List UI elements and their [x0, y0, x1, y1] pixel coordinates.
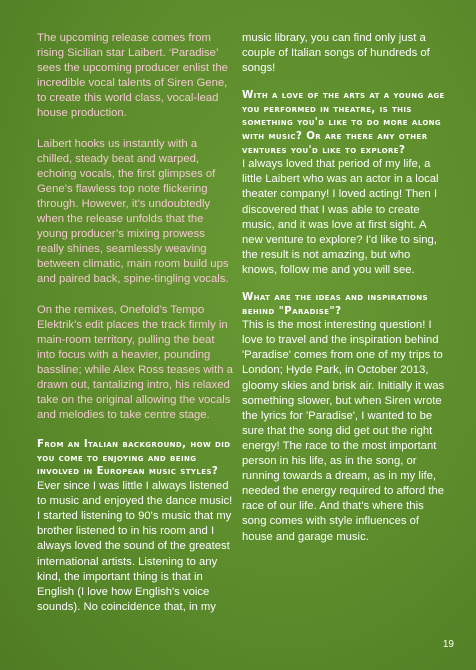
- interview-answer-1: Ever since I was little I always listened to music and enjoyed the dance music! I started listening to 90's music that my brother listened to in his room and I always loved the sound of the greatest international artists. Listening to any kind, the important thing is that in English (I love how English's voice sounds). No coincidence that, in my: [37, 480, 233, 613]
- left-column: [37, 31, 233, 628]
- interview-question-2: With a love of the arts at a young age you performed in theatre, is this something you'd like to do more along with music? Or are there any other ventures you'd like to explore?: [242, 90, 445, 156]
- intro-paragraph-3: On the remixes, Onefold’s Tempo Elektrik’s edit places the track firmly in main-room territory, pulling the beat into focus with a heavier, pounding bassline; while Alex Ross teases with a drawn out, tantalizing intro, his relaxed take on the original allowing the vocals and melodies to take centre stage.: [37, 303, 233, 422]
- interview-answer-2: I always loved that period of my life, a little Laibert who was an actor in a local theater company! I loved acting! Then I discovered that I was able to create music, and it was love at first sight. A new venture to explore? I'd like to sing, the result is not amazing, but who knows, follow me and you will see.: [242, 158, 439, 276]
- page-number: 19: [442, 639, 454, 650]
- interview-answer-1-continued: music library, you can find only just a couple of Italian songs of hundreds of songs!: [242, 32, 430, 75]
- interview-question-1: From an Italian background, how did you come to enjoying and being involved in European music styles?: [37, 439, 231, 478]
- intro-paragraph-2: Laibert hooks us instantly with a chilled, steady beat and warped, echoing vocals, the first glimpses of Gene’s flawless top note flickering through. However, it’s undoubtedly when the release unfolds that the young producer’s mixing prowess really shines, seamlessly weaving between climatic, main room build ups and paired back, spine-tingling vocals.: [37, 137, 229, 286]
- intro-paragraph-1: The upcoming release comes from rising Sicilian star Laibert. ‘Paradise’ sees the upcoming producer enlist the incredible vocal talents of Siren Gene, to create this world class, vocal-lead house production.: [37, 32, 228, 120]
- interview-question-3: What are the ideas and inspirations behind "Paradise"?: [242, 292, 428, 317]
- right-column: [242, 31, 445, 558]
- interview-answer-3: This is the most interesting question! I love to travel and the inspiration behind 'Paradise' comes from one of my trips to London; Hyde Park, in October 2013, gloomy skies and brisk air. Initially it was something slower, but when Siren wrote the lyrics for 'Paradise', I wanted to be sure that the song did get out the right energy! The race to the most important person in his life, as in the song, or running towards a dream, as in my life, needed the energy required to afford the race of our life. And that's where this song comes with style influences of house and garage music.: [242, 319, 445, 543]
